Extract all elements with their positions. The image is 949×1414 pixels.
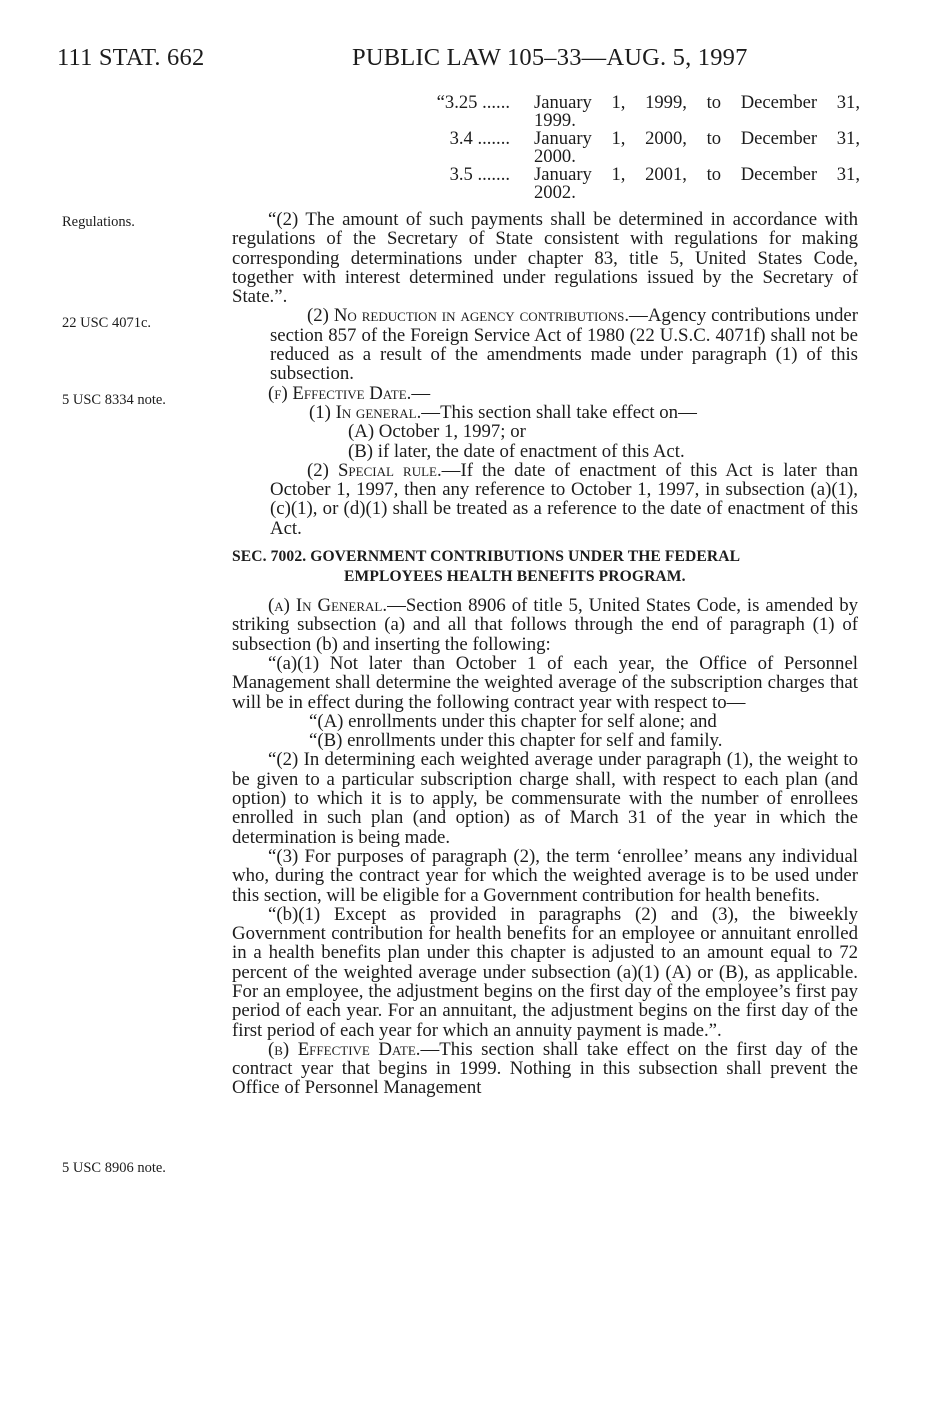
heading-sec-a: (a) In General. <box>268 595 388 617</box>
rate-percent: “3.25 ...... <box>436 92 510 113</box>
list-item-a1-b: “(B) enrollments under this chapter for self and family. <box>309 730 723 752</box>
text-in-general: —This section shall take effect on— <box>421 401 697 423</box>
margin-note-22-usc-4071c: 22 USC 4071c. <box>62 315 152 331</box>
paragraph-b1: “(b)(1) Except as provided in paragraphs (2) and (3), the biweekly Government contribution for health benefits for an employee or annuitant enrolled in a health benefits plan under this chapter is adjusted to an amount equal to 72 percent of the weighted average under subsection (a)(1) (A) or (B), as applicable. For an employee, the adjustment begins on the first day of the employee’s first pay period of each year. For an annuitant, the adjustment begins on the first day of the first period of each year for which an annuity payment is made.”. <box>232 903 858 1041</box>
text-no-reduction: —Agency contributions under section 857 of the Foreign Service Act of 1980 (22 U.S.C. 4071f) shall not be reduced as a result of the amendments made under paragraph (1) of this subsection. <box>270 305 859 385</box>
text-special-rule: —If the date of enactment of this Act is later than October 1, 1997, then any reference to October 1, 1997, in subsection (a)(1), (c)(1), or (d)(1) shall be treated as a reference to the date of enactment of this Act. <box>270 459 858 539</box>
heading-special-rule: (2) Special rule. <box>307 459 442 481</box>
paragraph-regulations: “(2) The amount of such payments shall be determined in accordance with regulations of the Secretary of State consistent with regulations for making corresponding determinations under chapter 83, title 5, United States Code, together with interest determined under regulations issued by the Secretary of State.”. <box>232 209 858 308</box>
list-item-a: (A) October 1, 1997; or <box>348 421 526 443</box>
page-header <box>0 44 949 84</box>
heading-effective-date: (f) Effective Date. <box>268 382 412 404</box>
rate-percent: 3.5 ....... <box>449 164 510 185</box>
section-heading-line2: EMPLOYEES HEALTH BENEFITS PROGRAM. <box>344 568 686 586</box>
rate-row <box>424 94 860 130</box>
page-number: 111 STAT. 662 <box>57 44 205 71</box>
rate-period: January 1, 2000, to December 31, <box>534 128 860 149</box>
margin-note-5-usc-8906: 5 USC 8906 note. <box>62 1160 166 1176</box>
effective-date-dash: — <box>411 382 431 404</box>
rate-period: January 1, 2001, to December 31, <box>534 164 860 185</box>
heading-in-general: (1) In general. <box>309 401 422 423</box>
paragraph-special-rule <box>232 461 858 538</box>
rate-period-end: 1999. <box>534 110 576 131</box>
list-item-a1-a: “(A) enrollments under this chapter for self alone; and <box>309 710 717 732</box>
document-body <box>232 210 858 1098</box>
paragraph-a1: “(a)(1) Not later than October 1 of each year, the Office of Personnel Management shall determine the weighted average of the subscription charges that will be in effect during the following contract year with respect to— <box>232 652 858 713</box>
rate-row <box>424 166 860 202</box>
paragraph-in-general <box>232 403 858 422</box>
paragraph-no-reduction <box>232 306 858 383</box>
rate-row <box>424 130 860 166</box>
rate-period-end: 2000. <box>534 146 576 167</box>
rate-percent: 3.4 ....... <box>449 128 510 149</box>
section-heading-line1: SEC. 7002. GOVERNMENT CONTRIBUTIONS UNDER THE FEDERAL <box>232 548 741 566</box>
rate-period-end: 2002. <box>534 182 576 203</box>
paragraph-effective-date <box>232 384 858 403</box>
text-sec-a: —Section 8906 of title 5, United States Code, is amended by striking subsection (a) and all that follows through the end of paragraph (1) of subsection (b) and inserting the following: <box>232 595 858 655</box>
list-item-b: (B) if later, the date of enactment of this Act. <box>348 440 685 462</box>
paragraph-a3: “(3) For purposes of paragraph (2), the term ‘enrollee’ means any individual who, during the contract year for which the weighted average is to be used under this section, will be eligible for a Government contribution for health benefits. <box>232 845 858 906</box>
margin-note-regulations: Regulations. <box>62 214 135 230</box>
rate-table <box>424 94 860 202</box>
section-heading <box>232 547 858 587</box>
text-sec-b: —This section shall take effect on the first day of the contract year that begins in 1999. Nothing in this subsection shall prevent the Office of Personnel Management <box>232 1038 858 1099</box>
margin-note-5-usc-8334: 5 USC 8334 note. <box>62 392 166 408</box>
law-title: PUBLIC LAW 105–33—AUG. 5, 1997 <box>352 44 748 71</box>
paragraph-a2: “(2) In determining each weighted average under paragraph (1), the weight to be given to a particular subscription charge shall, with respect to each plan (and option) to which it is to apply, be commensurate with the number of enrollees enrolled in such plan (and option) as of March 31 of the year in which the determination is being made. <box>232 749 858 848</box>
paragraph-sec-a <box>232 596 858 654</box>
rate-period: January 1, 1999, to December 31, <box>534 92 860 113</box>
heading-sec-b: (b) Effective Date. <box>268 1038 421 1060</box>
heading-no-reduction: (2) No reduction in agency contributions. <box>307 305 630 327</box>
paragraph-sec-b <box>232 1040 858 1098</box>
